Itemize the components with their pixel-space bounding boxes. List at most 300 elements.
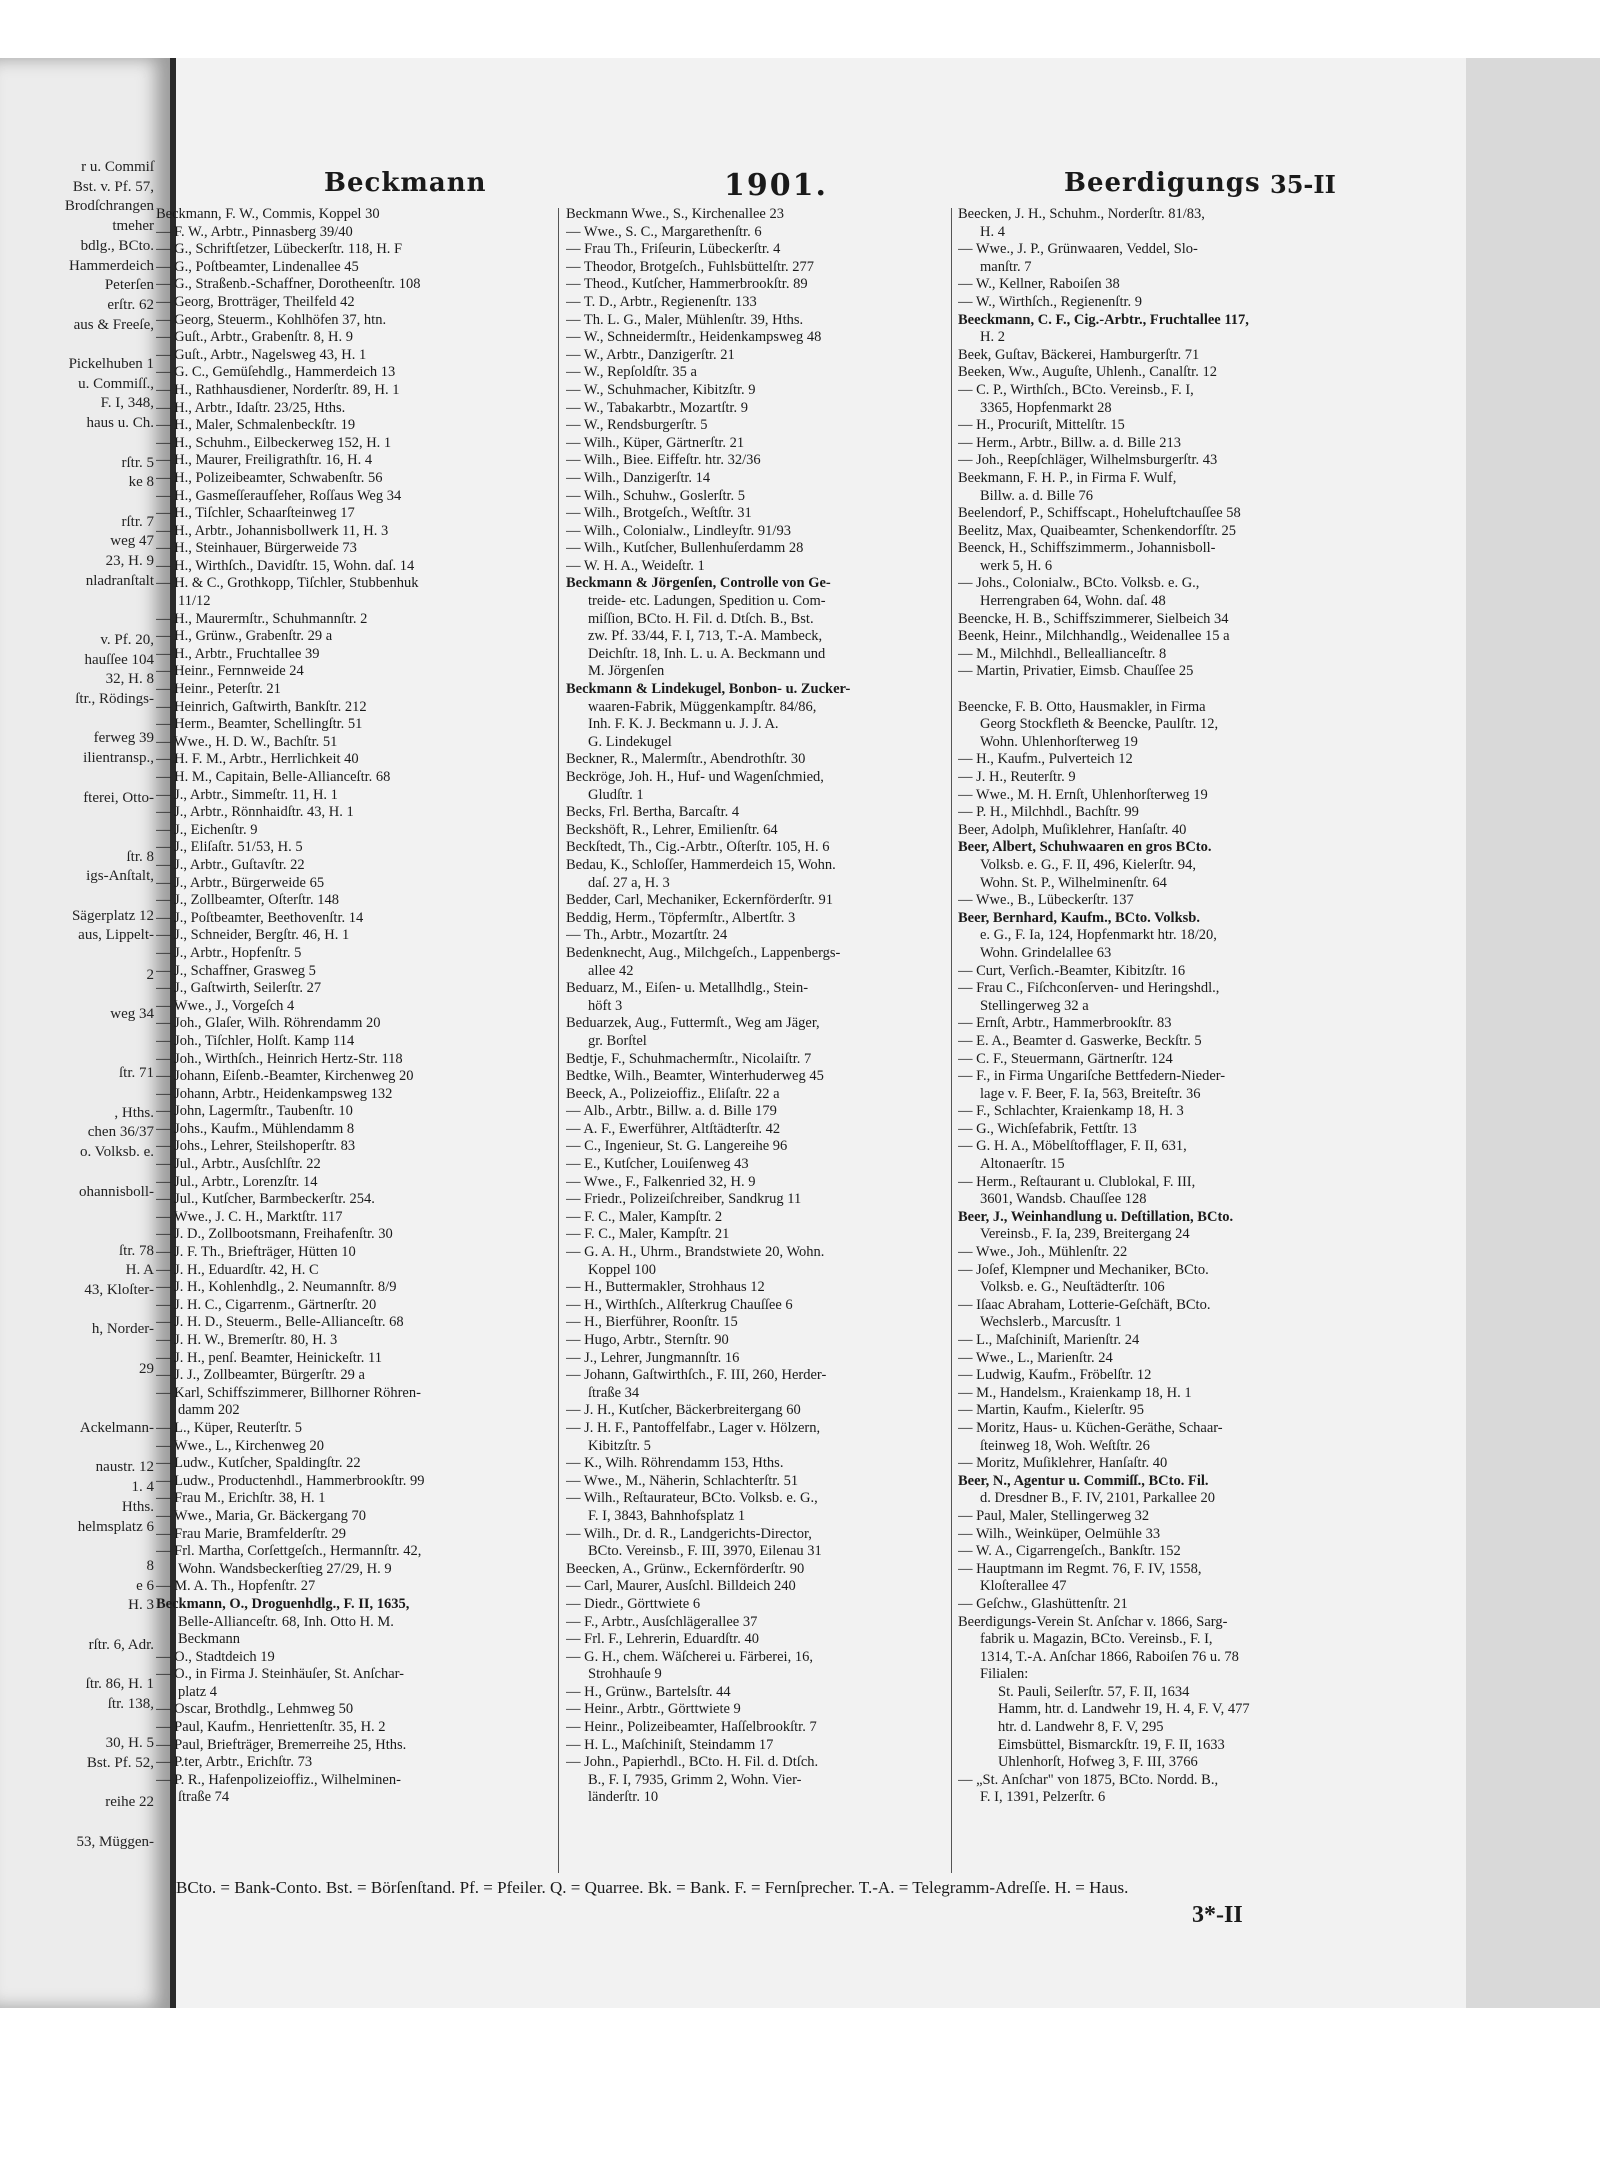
previous-page-line: ilientransp., — [83, 750, 154, 767]
previous-page-line: nladranſtalt — [85, 572, 154, 589]
previous-page-line: ſtr. 71 — [118, 1065, 154, 1082]
directory-entry-line: — H., Procuriſt, Mittelſtr. 15 — [958, 417, 1125, 434]
previous-page-line: Hths. — [121, 1498, 154, 1515]
directory-entry-line: Beddig, Herm., Töpfermſtr., Albertſtr. 3 — [566, 909, 796, 926]
directory-entry-line: Volksb. e. G., F. II, 496, Kielerſtr. 94, — [980, 856, 1197, 873]
directory-entry-line: — P.ter, Arbtr., Erichſtr. 73 — [156, 1754, 313, 1771]
directory-entry-line: Beduarzek, Aug., Futtermſt., Weg am Jäger, — [566, 1015, 820, 1032]
previous-page-line — [4, 1813, 154, 1833]
previous-page-line: H. A — [125, 1262, 154, 1279]
directory-entry-line: — G. H. A., Möbelſtofflager, F. II, 631, — [958, 1138, 1187, 1155]
directory-entry-line: — J. D., Zollbootsmann, Freihafenſtr. 30 — [156, 1226, 393, 1243]
directory-entry-line: — Geſchw., Glashüttenſtr. 21 — [958, 1595, 1128, 1612]
directory-entry-line: 1314, T.-A. Anſchar 1866, Raboiſen 76 u. 78 — [980, 1648, 1239, 1665]
directory-column-3 — [958, 206, 1348, 1807]
directory-entry-line: — Carl, Maurer, Ausſchl. Billdeich 240 — [566, 1578, 796, 1595]
directory-entry-line: BCto. Vereinsb., F. III, 3970, Eilenau 31 — [588, 1543, 822, 1560]
directory-entry-line: — H., Maler, Schmalenbeckſtr. 19 — [156, 417, 356, 434]
directory-entry-line: Beerdigungs-Verein St. Anſchar v. 1866, Sarg- — [958, 1613, 1228, 1630]
directory-entry-line: — H., Steinhauer, Bürgerweide 73 — [156, 540, 357, 557]
previous-page-line — [4, 493, 154, 513]
directory-entry-line: — T. D., Arbtr., Regienenſtr. 133 — [566, 293, 757, 310]
directory-entry-line: Wechslerb., Marcusſtr. 1 — [980, 1314, 1122, 1331]
directory-entry-line: — John, Lagermſtr., Taubenſtr. 10 — [156, 1103, 353, 1120]
previous-page-line: erſtr. 62 — [107, 296, 154, 313]
directory-entry-line: H. 4 — [980, 223, 1005, 240]
previous-page-line — [4, 1616, 154, 1636]
directory-entry-line: — H., Wirthſch., Alſterkrug Chauſſee 6 — [566, 1296, 793, 1313]
previous-page-line: h, Norder- — [91, 1321, 154, 1338]
directory-entry-line: — Wwe., M. H. Ernſt, Uhlenhorſterweg 19 — [958, 786, 1208, 803]
directory-entry-line: — H. M., Capitain, Belle-Allianceſtr. 68 — [156, 769, 391, 785]
previous-page-line — [4, 887, 154, 907]
directory-entry-line: — Herm., Arbtr., Billw. a. d. Bille 213 — [958, 434, 1181, 451]
directory-entry-line: — Johann, Gaſtwirthſch., F. III, 260, Herder- — [566, 1367, 827, 1384]
directory-entry-line: — Paul, Maler, Stellingerweg 32 — [958, 1507, 1150, 1524]
directory-entry-line: — Theodor, Brotgeſch., Fuhlsbüttelſtr. 277 — [566, 258, 815, 275]
directory-entry-line: — F. C., Maler, Kampſtr. 21 — [566, 1226, 730, 1243]
directory-entry-line: — Joſef, Klempner und Mechaniker, BCto. — [958, 1261, 1209, 1278]
directory-entry-line: — J., Arbtr., Bürgerweide 65 — [156, 874, 325, 891]
directory-entry-line: länderſtr. 10 — [588, 1789, 659, 1806]
directory-entry-line: — G., Schriftſetzer, Lübeckerſtr. 118, H. F — [156, 241, 403, 258]
directory-entry-line: Wohn. Uhlenhorſterweg 19 — [980, 733, 1138, 750]
directory-entry-line: daſ. 27 a, H. 3 — [588, 874, 670, 891]
directory-entry-line: — Frau Marie, Bramfelderſtr. 29 — [156, 1525, 347, 1542]
directory-entry-line: Beek, Guſtav, Bäckerei, Hamburgerſtr. 71 — [958, 346, 1200, 363]
directory-entry-line: Beelendorf, P., Schiffscapt., Hoheluftchauſſee 58 — [958, 505, 1241, 522]
directory-entry-line: d. Dresdner B., F. IV, 2101, Parkallee 20 — [980, 1490, 1215, 1507]
directory-entry-line: — Frau C., Fiſchconſerven- und Heringshdl., — [958, 980, 1220, 997]
directory-entry-line: Beckmann, F. W., Commis, Koppel 30 — [156, 206, 380, 222]
previous-page-line: 8 — [146, 1557, 154, 1574]
directory-entry-line: — Th. L. G., Maler, Mühlenſtr. 39, Hths. — [566, 311, 804, 328]
previous-page-line: 2 — [146, 966, 154, 983]
directory-entry-line: — Iſaac Abraham, Lotterie-Geſchäft, BCto. — [958, 1296, 1211, 1313]
directory-entry-line: — Wwe., L., Marienſtr. 24 — [958, 1349, 1113, 1366]
directory-entry-line: Billw. a. d. Bille 76 — [980, 487, 1094, 504]
previous-page-line: Bst. Pf. 52, — [86, 1754, 154, 1771]
directory-entry-line: — Jul., Arbtr., Lorenzſtr. 14 — [156, 1173, 318, 1190]
directory-entry-line: — Herm., Beamter, Schellingſtr. 51 — [156, 716, 363, 733]
directory-entry-line: — H., Grünw., Bartelsſtr. 44 — [566, 1683, 731, 1700]
previous-page-line: u. Commiſſ., — [78, 375, 154, 392]
directory-entry-line: — Moritz, Haus- u. Küchen-Geräthe, Schaar- — [958, 1419, 1223, 1436]
directory-entry-line: — L., Maſchiniſt, Marienſtr. 24 — [958, 1332, 1140, 1348]
directory-entry-line: höft 3 — [588, 997, 623, 1014]
previous-page-line — [4, 1025, 154, 1045]
directory-entry-line: — H., Polizeibeamter, Schwabenſtr. 56 — [156, 469, 383, 486]
directory-entry-line: — Georg, Steuerm., Kohlhöfen 37, htn. — [156, 311, 387, 328]
directory-entry-line: fabrik u. Magazin, BCto. Vereinsb., F. I, — [980, 1631, 1213, 1648]
directory-entry-line: Altonaerſtr. 15 — [980, 1156, 1065, 1173]
directory-entry-line: zw. Pf. 33/44, F. I, 713, T.-A. Mambeck, — [588, 628, 823, 645]
previous-page-line: 32, H. 8 — [105, 671, 154, 688]
previous-page-line — [4, 1084, 154, 1104]
directory-entry-line: Beencke, H. B., Schiffszimmerer, Sielbeich 34 — [958, 610, 1229, 627]
previous-page-line: Sägerplatz 12 — [71, 907, 154, 924]
directory-entry-line: Beer, Adolph, Muſiklehrer, Hanſaſtr. 40 — [958, 821, 1187, 838]
directory-entry-line: — „St. Anſchar" von 1875, BCto. Nordd. B., — [958, 1771, 1219, 1788]
previous-page-line: ſtr. 8 — [126, 848, 154, 865]
directory-entry-line: — Wilh., Schuhw., Goslerſtr. 5 — [566, 487, 746, 504]
previous-page-line: rſtr. 5 — [121, 454, 154, 471]
directory-entry-line: Kloſterallee 47 — [980, 1578, 1067, 1595]
directory-entry-line: — E. A., Beamter d. Gaswerke, Beckſtr. 5 — [958, 1032, 1202, 1049]
directory-entry-line: — J., Eichenſtr. 9 — [156, 821, 258, 838]
previous-page-line: bdlg., BCto. — [80, 237, 154, 254]
previous-page-text — [4, 158, 154, 1852]
previous-page-line: 30, H. 5 — [105, 1735, 154, 1752]
directory-entry-line: — Johann, Eiſenb.-Beamter, Kirchenweg 20 — [156, 1068, 414, 1085]
previous-page-line: chen 36/37 — [87, 1124, 154, 1141]
directory-entry-line: Kibitzſtr. 5 — [588, 1437, 651, 1454]
directory-entry-line: M. Jörgenſen — [588, 663, 665, 680]
directory-entry-line: — Curt, Verſich.-Beamter, Kibitzſtr. 16 — [958, 962, 1186, 979]
directory-entry-line: — J., Eliſaſtr. 51/53, H. 5 — [156, 839, 303, 856]
directory-entry-line: — J., Schneider, Bergſtr. 46, H. 1 — [156, 927, 350, 944]
previous-page-line: Peterſen — [104, 277, 154, 294]
directory-entry-line: e. G., F. Ia, 124, Hopfenmarkt htr. 18/20, — [980, 927, 1217, 944]
directory-entry-line: — F., Arbtr., Ausſchlägerallee 37 — [566, 1613, 758, 1630]
directory-entry-line: Gludſtr. 1 — [588, 786, 644, 803]
directory-entry-line: — Martin, Kaufm., Kielerſtr. 95 — [958, 1402, 1145, 1419]
directory-entry-line: — Joh., Reepſchläger, Wilhelmsburgerſtr. 43 — [958, 452, 1218, 469]
directory-entry-line: — H. F. M., Arbtr., Herrlichkeit 40 — [156, 751, 359, 768]
previous-page-line: weg 47 — [110, 533, 154, 550]
directory-entry-line: — H., Arbtr., Idaſtr. 23/25, Hths. — [156, 399, 346, 416]
directory-entry-line: — Heinr., Polizeibeamter, Haſſelbrookſtr. 7 — [566, 1719, 817, 1736]
directory-entry-line: — G. H., chem. Wäſcherei u. Färberei, 16, — [566, 1648, 813, 1665]
previous-page-line — [4, 769, 154, 789]
directory-entry-line: damm 202 — [178, 1402, 240, 1419]
directory-entry-line: — G. C., Gemüſehdlg., Hammerdeich 13 — [156, 364, 396, 381]
directory-entry-line: — W., Wirthſch., Regienenſtr. 9 — [958, 293, 1143, 310]
directory-entry-line: — C. P., Wirthſch., BCto. Vereinsb., F. I, — [958, 381, 1194, 398]
directory-entry-line: — Guſt., Arbtr., Grabenſtr. 8, H. 9 — [156, 329, 353, 346]
directory-entry-line: — Hauptmann im Regmt. 76, F. IV, 1558, — [958, 1560, 1202, 1577]
directory-entry-line: — H., Maurer, Freiligrathſtr. 16, H. 4 — [156, 452, 373, 469]
previous-page-line: v. Pf. 20, — [100, 631, 154, 648]
directory-entry-line: — P. R., Hafenpolizeioffiz., Wilhelminen- — [156, 1771, 401, 1788]
previous-page-line: 1. 4 — [131, 1479, 154, 1496]
directory-entry-line: miſſion, BCto. H. Fil. d. Dtſch. B., Bst. — [588, 610, 814, 627]
directory-entry-line: Herrengraben 64, Wohn. daſ. 48 — [980, 593, 1166, 610]
directory-entry-line: Wohn. St. P., Wilhelminenſtr. 64 — [980, 874, 1167, 891]
directory-entry-line: — F. W., Arbtr., Pinnasberg 39/40 — [156, 223, 353, 240]
directory-entry-line: Bedtke, Wilh., Beamter, Winterhuderweg 45 — [566, 1068, 824, 1085]
directory-entry-line: — J. H. C., Cigarrenm., Gärtnerſtr. 20 — [156, 1296, 377, 1313]
directory-entry-line: 3601, Wandsb. Chauſſee 128 — [980, 1191, 1147, 1208]
directory-entry-line: — J., Arbtr., Hopfenſtr. 5 — [156, 944, 302, 961]
previous-page-line: weg 34 — [110, 1006, 154, 1023]
directory-entry-line: — H., Tiſchler, Schaarſteinweg 17 — [156, 505, 355, 522]
directory-entry-line: — W., Schneidermſtr., Heidenkampsweg 48 — [566, 329, 822, 346]
directory-entry-line: — Karl, Schiffszimmerer, Billhorner Röhren- — [156, 1384, 421, 1401]
previous-page-line — [4, 710, 154, 730]
directory-entry-line: Beckmann — [178, 1631, 241, 1648]
previous-page-line: rſtr. 7 — [121, 513, 154, 530]
directory-entry-line: — W., Kellner, Raboiſen 38 — [958, 276, 1120, 293]
directory-entry-line: — Heinr., Arbtr., Görttwiete 9 — [566, 1701, 741, 1718]
directory-entry-line: Stellingerweg 32 a — [980, 997, 1089, 1014]
directory-entry-line: — J., Poſtbeamter, Beethovenſtr. 14 — [156, 909, 364, 926]
previous-page-line — [4, 1655, 154, 1675]
directory-entry-line: Beenck, H., Schiffszimmerm., Johannisboll- — [958, 540, 1216, 557]
previous-page-line — [4, 1340, 154, 1360]
directory-entry-line: lage v. F. Beer, F. Ia, 563, Breiteſtr. 36 — [980, 1085, 1201, 1102]
previous-page-line — [4, 1537, 154, 1557]
directory-entry-line: Filialen: — [980, 1666, 1029, 1683]
directory-entry-line: — Wilh., Küper, Gärtnerſtr. 21 — [566, 434, 745, 451]
previous-page-line: ke 8 — [128, 474, 154, 491]
previous-page-line — [4, 1715, 154, 1735]
directory-entry-line: — H., Rathhausdiener, Norderſtr. 89, H. 1 — [156, 381, 400, 398]
directory-entry-line: — L., Küper, Reuterſtr. 5 — [156, 1419, 302, 1436]
directory-entry-line: Beencke, F. B. Otto, Hausmakler, in Firma — [958, 698, 1206, 715]
previous-page-line: Hammerdeich — [69, 257, 154, 274]
directory-entry-line: Deichſtr. 18, Inh. L. u. A. Beckmann und — [588, 645, 826, 662]
directory-entry-line: — J. F. Th., Briefträger, Hütten 10 — [156, 1244, 356, 1261]
directory-entry-line: G. Lindekugel — [588, 733, 672, 750]
directory-entry-line: — Wwe., B., Lübeckerſtr. 137 — [958, 892, 1134, 909]
previous-page-line: H. 3 — [128, 1597, 154, 1614]
directory-entry-line: — Hugo, Arbtr., Sternſtr. 90 — [566, 1332, 729, 1348]
directory-entry-line: — J., Arbtr., Simmeſtr. 11, H. 1 — [156, 786, 338, 803]
previous-page-line: hauſſee 104 — [84, 651, 154, 668]
directory-entry-line: — F., Schlachter, Kraienkamp 18, H. 3 — [958, 1103, 1184, 1120]
directory-entry-line: — Ludw., Productenhdl., Hammerbrookſtr. 99 — [156, 1472, 425, 1489]
directory-entry-line: 3365, Hopfenmarkt 28 — [980, 399, 1112, 416]
directory-entry-line: — Johann, Arbtr., Heidenkampsweg 132 — [156, 1085, 393, 1102]
directory-entry-line: — H. & C., Grothkopp, Tiſchler, Stubbenhuk — [156, 575, 419, 592]
previous-page-line: Bst. v. Pf. 57, — [72, 178, 154, 195]
directory-entry-line: — Wilh., Reſtaurateur, BCto. Volksb. e. G., — [566, 1490, 818, 1507]
directory-entry-line: — W. H. A., Weideſtr. 1 — [566, 557, 705, 574]
directory-entry-line: waaren-Fabrik, Müggenkampſtr. 84/86, — [588, 698, 817, 715]
directory-entry-line: — A. F., Ewerführer, Altſtädterſtr. 42 — [566, 1120, 781, 1137]
directory-entry-line: — J., Zollbeamter, Oſterſtr. 148 — [156, 892, 340, 909]
directory-entry-line: Beckshöft, R., Lehrer, Emilienſtr. 64 — [566, 821, 778, 838]
directory-entry-line: Beer, N., Agentur u. Commiſſ., BCto. Fil. — [958, 1472, 1209, 1489]
directory-entry-line: — H., Bierführer, Roonſtr. 15 — [566, 1314, 738, 1331]
directory-entry-line: — G. A. H., Uhrm., Brandstwiete 20, Wohn. — [566, 1244, 825, 1261]
directory-entry-line: — Joh., Tiſchler, Holſt. Kamp 114 — [156, 1032, 355, 1049]
directory-entry-line: — J. H., Kutſcher, Bäckerbreitergang 60 — [566, 1402, 801, 1419]
previous-page-line: ſtr. 86, H. 1 — [85, 1676, 154, 1693]
directory-entry-line: — H., Arbtr., Fruchtallee 39 — [156, 645, 320, 662]
directory-entry-line: Beer, J., Weinhandlung u. Deſtillation, BCto. — [958, 1208, 1234, 1225]
directory-entry-line: — Alb., Arbtr., Billw. a. d. Bille 179 — [566, 1103, 777, 1120]
directory-entry-line: — M., Milchhdl., Belleallianceſtr. 8 — [958, 645, 1167, 662]
directory-entry-line: — Oscar, Brothdlg., Lehmweg 50 — [156, 1701, 354, 1718]
directory-entry-line: Beeckmann, C. F., Cig.-Arbtr., Fruchtallee 117, — [958, 311, 1249, 328]
previous-page-line — [4, 1163, 154, 1183]
directory-entry-line: — O., Stadtdeich 19 — [156, 1648, 275, 1665]
directory-entry-line: — Wilh., Weinküper, Oelmühle 33 — [958, 1525, 1161, 1542]
directory-entry-line: Inh. F. K. J. Beckmann u. J. J. A. — [588, 716, 779, 733]
directory-entry-line: Beduarz, M., Eiſen- u. Metallhdlg., Stein- — [566, 980, 809, 997]
previous-page-line — [4, 1202, 154, 1222]
directory-entry-line: Strohhauſe 9 — [588, 1666, 662, 1683]
directory-entry-line: Beckmann & Jörgenſen, Controlle von Ge- — [566, 575, 831, 592]
directory-entry-line: — J. H., Eduardſtr. 42, H. C — [156, 1261, 319, 1278]
directory-entry-line: — Paul, Kaufm., Henriettenſtr. 35, H. 2 — [156, 1719, 386, 1736]
directory-entry-line: — Johs., Kaufm., Mühlendamm 8 — [156, 1120, 355, 1137]
directory-entry-line: platz 4 — [178, 1683, 218, 1700]
directory-entry-line: — M., Handelsm., Kraienkamp 18, H. 1 — [958, 1384, 1192, 1401]
directory-entry-line: manſtr. 7 — [980, 258, 1032, 275]
previous-page-line — [4, 1774, 154, 1794]
directory-entry-line: Volksb. e. G., Neuſtädterſtr. 106 — [980, 1279, 1165, 1296]
signature-mark: 3*-II — [1192, 1902, 1243, 1928]
previous-page-line: ferweg 39 — [93, 730, 154, 747]
directory-entry-line: — Herm., Reſtaurant u. Clublokal, F. III, — [958, 1173, 1196, 1190]
previous-page-line: helmsplatz 6 — [77, 1518, 154, 1535]
previous-page-line: 29 — [139, 1360, 154, 1377]
directory-entry-line: Beckner, R., Malermſtr., Abendrothſtr. 30 — [566, 751, 806, 768]
directory-entry-line: — Wilh., Kutſcher, Bullenhuſerdamm 28 — [566, 540, 804, 557]
previous-page-line — [4, 434, 154, 454]
directory-entry-line: — Friedr., Polizeiſchreiber, Sandkrug 11 — [566, 1191, 802, 1208]
directory-entry-line: — J. H. W., Bremerſtr. 80, H. 3 — [156, 1332, 338, 1348]
abbreviation-legend: BCto. = Bank-Conto. Bst. = Börſenſtand. Pf. = Pfeiler. Q. = Quarree. Bk. = Bank. F. = Fernſprecher. T.-A. = Telegramm-Adreſſe. H. = Haus. — [176, 1878, 1129, 1897]
directory-entry-line: — Wwe., Joh., Mühlenſtr. 22 — [958, 1244, 1128, 1261]
directory-entry-line: — Wwe., J. P., Grünwaaren, Veddel, Slo- — [958, 241, 1198, 258]
previous-page-line — [4, 986, 154, 1006]
page-number: 35-II — [1270, 170, 1336, 199]
previous-page-line: , Hths. — [114, 1104, 154, 1121]
previous-page-line: Pickelhuben 1 — [68, 356, 154, 373]
previous-page-line: F. I, 348, — [100, 395, 154, 412]
directory-entry-line: werk 5, H. 6 — [980, 557, 1053, 574]
directory-entry-line: Becks, Frl. Bertha, Barcaſtr. 4 — [566, 804, 740, 821]
directory-entry-line: — J. H., Kohlenhdlg., 2. Neumannſtr. 8/9 — [156, 1279, 397, 1296]
previous-page-line — [4, 335, 154, 355]
directory-entry-line: — J. J., Zollbeamter, Bürgerſtr. 29 a — [156, 1367, 365, 1384]
previous-page-line: ohannisboll- — [79, 1183, 154, 1200]
previous-page-line: igs-Anſtalt, — [86, 868, 154, 885]
directory-entry-line: — H., Maurermſtr., Schuhmannſtr. 2 — [156, 610, 368, 627]
previous-page-line: tmeher — [112, 218, 154, 235]
directory-entry-line: — Ernſt, Arbtr., Hammerbrookſtr. 83 — [958, 1015, 1172, 1032]
directory-entry-line: — H., Kaufm., Pulverteich 12 — [958, 751, 1133, 768]
directory-entry-line: — Wwe., J., Vorgeſch 4 — [156, 997, 295, 1014]
directory-entry-line: Beckmann Wwe., S., Kirchenallee 23 — [566, 206, 784, 222]
directory-entry-line: — Wwe., M., Näherin, Schlachterſtr. 51 — [566, 1472, 799, 1489]
directory-entry-line: — J., Arbtr., Rönnhaidſtr. 43, H. 1 — [156, 804, 354, 821]
directory-entry-line: Beckmann, O., Droguenhdlg., F. II, 1635, — [156, 1595, 410, 1612]
directory-entry-line: — C. F., Steuermann, Gärtnerſtr. 124 — [958, 1050, 1173, 1067]
directory-entry-line: ſtraße 74 — [178, 1789, 230, 1806]
directory-entry-line: Beckröge, Joh. H., Huf- und Wagenſchmied, — [566, 769, 824, 785]
directory-entry-line: 11/12 — [178, 593, 211, 610]
directory-entry-line: — C., Ingenieur, St. G. Langereihe 96 — [566, 1138, 788, 1155]
previous-page-line — [4, 611, 154, 631]
previous-page-line — [4, 1439, 154, 1459]
previous-page-line — [4, 828, 154, 848]
directory-entry-line: Beekmann, F. H. P., in Firma F. Wulf, — [958, 469, 1177, 486]
directory-entry-line: — Georg, Brotträger, Theilfeld 42 — [156, 293, 355, 310]
directory-entry-line: — J., Schaffner, Grasweg 5 — [156, 962, 316, 979]
directory-entry-line: — J., Arbtr., Guſtavſtr. 22 — [156, 856, 305, 873]
directory-entry-line: — P. H., Milchhdl., Bachſtr. 99 — [958, 804, 1139, 821]
directory-entry-line: — Joh., Wirthſch., Heinrich Hertz-Str. 118 — [156, 1050, 403, 1067]
directory-entry-line: — H., Buttermakler, Strohhaus 12 — [566, 1279, 765, 1296]
directory-entry-line: — H., Schuhm., Eilbeckerweg 152, H. 1 — [156, 434, 392, 451]
header-year: 1901. — [724, 168, 828, 203]
directory-entry-line: Beelitz, Max, Quaibeamter, Schenkendorfſtr. 25 — [958, 522, 1237, 539]
directory-entry-line: — W. A., Cigarrengeſch., Bankſtr. 152 — [958, 1543, 1181, 1560]
directory-column-2 — [566, 206, 946, 1807]
directory-entry-line: — Frau Th., Friſeurin, Lübeckerſtr. 4 — [566, 241, 781, 258]
directory-entry-line: — Johs., Colonialw., BCto. Volksb. e. G., — [958, 575, 1200, 592]
previous-page-line — [4, 1222, 154, 1242]
previous-page-line: ſtr. 78 — [118, 1242, 154, 1259]
directory-entry-line: B., F. I, 7935, Grimm 2, Wohn. Vier- — [588, 1771, 802, 1788]
directory-entry-line: — W., Arbtr., Danzigerſtr. 21 — [566, 346, 735, 363]
directory-entry-line: — F. C., Maler, Kampſtr. 2 — [566, 1208, 723, 1225]
directory-entry-line: — Joh., Glaſer, Wilh. Röhrendamm 20 — [156, 1015, 381, 1032]
column-divider — [558, 208, 559, 1873]
directory-entry-line: — Wilh., Colonialw., Lindleyſtr. 91/93 — [566, 522, 791, 539]
directory-entry-line: St. Pauli, Seilerſtr. 57, F. II, 1634 — [998, 1683, 1190, 1700]
directory-entry-line: — Frl. Martha, Corſettgeſch., Hermannſtr. 42, — [156, 1543, 422, 1560]
previous-page-line: aus, Lippelt- — [78, 927, 154, 944]
directory-entry-line — [958, 681, 1348, 699]
previous-page-line: rſtr. 6, Adr. — [88, 1636, 154, 1653]
directory-entry-line: — H., Arbtr., Johannisbollwerk 11, H. 3 — [156, 522, 389, 539]
directory-entry-line: allee 42 — [588, 962, 634, 979]
directory-entry-line: Vereinsb., F. Ia, 239, Breitergang 24 — [980, 1226, 1190, 1243]
directory-entry-line: Beecken, A., Grünw., Eckernförderſtr. 90 — [566, 1560, 805, 1577]
directory-entry-line: Uhlenhorſt, Hofweg 3, F. III, 3766 — [998, 1754, 1198, 1771]
previous-page-line: naustr. 12 — [95, 1459, 154, 1476]
directory-entry-line: — G., Wichſefabrik, Fettſtr. 13 — [958, 1120, 1137, 1137]
directory-entry-line: — Frau M., Erichſtr. 38, H. 1 — [156, 1490, 326, 1507]
previous-page-line: o. Volksb. e. — [79, 1144, 154, 1161]
directory-entry-line: — Jul., Kutſcher, Barmbeckerſtr. 254. — [156, 1191, 375, 1208]
directory-entry-line: Beckmann & Lindekugel, Bonbon- u. Zucker- — [566, 681, 851, 698]
directory-entry-line: — G., Straßenb.-Schaffner, Dorotheenſtr. 108 — [156, 276, 421, 293]
previous-page-line: Brodſchrangen — [64, 198, 154, 215]
directory-entry-line: Belle-Allianceſtr. 68, Inh. Otto H. M. — [178, 1613, 394, 1630]
directory-entry-line: Hamm, htr. d. Landwehr 19, H. 4, F. V, 477 — [998, 1701, 1250, 1718]
directory-entry-line: — Ludw., Kutſcher, Spaldingſtr. 22 — [156, 1455, 361, 1472]
previous-page-line — [4, 808, 154, 828]
previous-page-line: 23, H. 9 — [105, 553, 154, 570]
directory-entry-line: Eimsbüttel, Bismarckſtr. 19, F. II, 1633 — [998, 1736, 1225, 1753]
directory-entry-line: — H., Grünw., Grabenſtr. 29 a — [156, 628, 333, 645]
directory-entry-line: — J., Lehrer, Jungmannſtr. 16 — [566, 1349, 740, 1366]
directory-entry-line: — J. H. F., Pantoffelfabr., Lager v. Hölzern, — [566, 1419, 821, 1436]
directory-entry-line: gr. Borſtel — [588, 1032, 647, 1049]
directory-entry-line: — Heinr., Fernnweide 24 — [156, 663, 304, 680]
directory-entry-line: — E., Kutſcher, Louiſenweg 43 — [566, 1156, 749, 1173]
directory-entry-line: Georg Stockfleth & Beencke, Paulſtr. 12, — [980, 716, 1219, 733]
directory-entry-line: Beenk, Heinr., Milchhandlg., Weidenallee 15 a — [958, 628, 1230, 645]
directory-entry-line: Beeken, Ww., Auguſte, Uhlenh., Canalſtr. 12 — [958, 364, 1217, 381]
previous-page-line: r u. Commiſ — [81, 159, 154, 175]
directory-entry-line: — Wilh., Danzigerſtr. 14 — [566, 469, 711, 486]
directory-entry-line: ſtraße 34 — [588, 1384, 640, 1401]
directory-entry-line: Beer, Bernhard, Kaufm., BCto. Volksb. — [958, 909, 1200, 926]
directory-entry-line: — H., Wirthſch., Davidſtr. 15, Wohn. daſ. 14 — [156, 557, 415, 574]
directory-entry-line: — Frl. F., Lehrerin, Eduardſtr. 40 — [566, 1631, 759, 1648]
directory-entry-line: — Wwe., Maria, Gr. Bäckergang 70 — [156, 1507, 367, 1524]
directory-entry-line: — J. H., penſ. Beamter, Heinickeſtr. 11 — [156, 1349, 382, 1366]
directory-entry-line: — Wwe., L., Kirchenweg 20 — [156, 1437, 325, 1454]
